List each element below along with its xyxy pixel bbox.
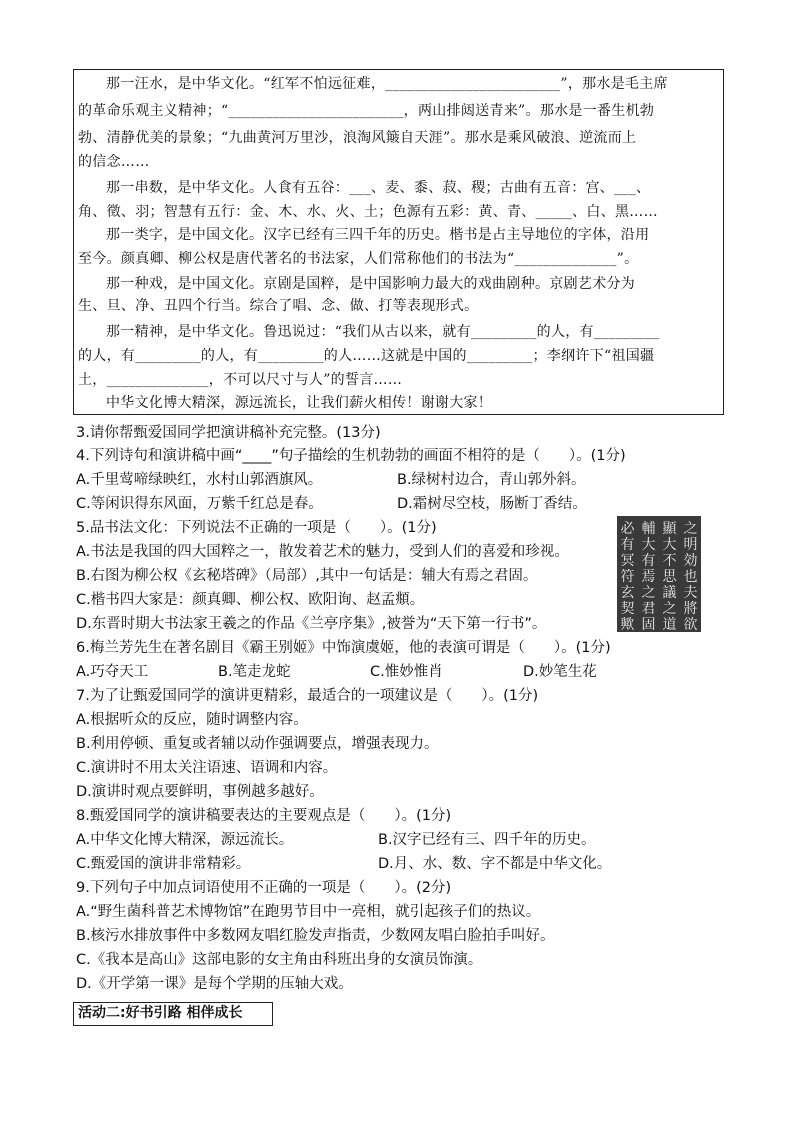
calligraphy-character: 有 [620, 536, 635, 553]
option-4d: D.霜树尽空枝，肠断丁香结。 [397, 496, 587, 512]
speech-line: 那一种戏，是中国文化。京剧是国粹，是中国影响力最大的戏曲剧种。京剧艺术分为 [106, 276, 636, 292]
question-6: 6.梅兰芳先生在著名剧目《霸王别姬》中饰演虞姬，他的表演可谓是（ ）。(1分) [76, 640, 611, 656]
speech-line: 的人，有_________的人，有_________的人……这就是中国的_________；李纲许下“祖国疆 [78, 348, 655, 364]
question-5: 5.品书法文化：下列说法不正确的一项是（ ）。(1分) [76, 520, 437, 536]
speech-line: 勃、清静优美的景象；“九曲黄河万里沙，浪淘风簸自天涯”。那水是乘风破浪、逆流而上 [78, 130, 637, 146]
calligraphy-character: 君 [641, 600, 656, 617]
option-8d: D.月、水、数、字不都是中华文化。 [378, 856, 612, 872]
option-4c: C.等闲识得东风面，万紫千红总是春。 [76, 496, 323, 512]
option-4b: B.绿树村边合，青山郭外斜。 [397, 472, 586, 488]
calligraphy-character: 顯 [662, 520, 677, 537]
calligraphy-character: 歟 [620, 616, 635, 632]
calligraphy-svg [617, 516, 701, 632]
option-8a: A.中华文化博大精深，源远流长。 [76, 832, 294, 848]
calligraphy-character: 之 [683, 520, 698, 537]
calligraphy-character: 有 [641, 552, 656, 569]
question-7: 7.为了让甄爱国同学的演讲更精彩，最适合的一项建议是（ ）。(1分) [76, 688, 539, 704]
option-7c: C.演讲时不用太关注语速、语调和内容。 [76, 760, 338, 776]
calligraphy-character: 効 [683, 552, 698, 569]
activity-two-heading: 活动二:好书引路 相伴成长 [73, 1002, 273, 1026]
option-7a: A.根据听众的反应，随时调整内容。 [76, 712, 308, 728]
calligraphy-character: 玄 [620, 584, 635, 601]
speech-line: 土，______________，不可以尺寸与人”的誓言…… [78, 372, 403, 388]
calligraphy-character: 也 [683, 568, 698, 585]
question-8: 8.甄爱国同学的演讲稿要表达的主要观点是（ ）。(1分) [76, 808, 452, 824]
option-6c: C.惟妙惟肖 [370, 664, 443, 680]
calligraphy-image [617, 516, 701, 632]
calligraphy-character: 輔 [641, 520, 656, 537]
calligraphy-character: 符 [620, 568, 635, 585]
calligraphy-character: 必 [620, 520, 635, 537]
option-5c: C.楷书四大家是：颜真卿、柳公权、欧阳询、赵孟頫。 [76, 592, 425, 608]
question-9: 9.下列句子中加点词语使用不正确的一项是（ ）。(2分) [76, 880, 452, 896]
speech-line: 那一类字，是中国文化。汉字已经有三四千年的历史。楷书是占主导地位的字体，沿用 [106, 227, 650, 243]
calligraphy-character: 之 [641, 584, 656, 601]
calligraphy-character: 夫 [683, 584, 698, 601]
option-4a: A.千里莺啼绿映红，水村山郭酒旗风。 [76, 472, 323, 488]
calligraphy-character: 焉 [641, 568, 656, 585]
calligraphy-character: 大 [662, 536, 677, 553]
speech-line: 至今。颜真卿、柳公权是唐代著名的书法家，人们常称他们的书法为“______________”。 [78, 251, 639, 267]
option-8c: C.甄爱国的演讲非常精彩。 [76, 856, 251, 872]
calligraphy-character: 道 [662, 616, 677, 632]
option-5d: D.东晋时期大书法家王羲之的作品《兰亭序集》,被誉为“天下第一行书”。 [76, 616, 547, 632]
question-4: 4.下列诗句和演讲稿中画“____”句子描绘的生机勃勃的画面不相符的是（ ）。(1分) [76, 448, 626, 464]
speech-line: 的革命乐观主义精神；“________________________，两山排闼送青来”。那水是一番生机勃 [78, 103, 655, 119]
speech-closing-line: 中华文化博大精深，源远流长，让我们薪火相传！谢谢大家！ [106, 395, 493, 411]
option-7b: B.利用停顿、重复或者辅以动作强调要点，增强表现力。 [76, 736, 439, 752]
option-6b: B.笔走龙蛇 [218, 664, 291, 680]
option-5a: A.书法是我国的四大国粹之一，散发着艺术的魅力，受到人们的喜爱和珍视。 [76, 544, 569, 560]
option-7d: D.演讲时观点要鲜明，事例越多越好。 [76, 784, 324, 800]
option-9a: A.“野生菌科普艺术博物馆”在跑男节目中一亮相，就引起孩子们的热议。 [76, 904, 541, 920]
calligraphy-character: 不 [662, 552, 677, 569]
calligraphy-character: 之 [662, 600, 677, 617]
speech-line: 的信念…… [78, 154, 150, 170]
calligraphy-character: 大 [641, 536, 656, 553]
calligraphy-character: 固 [641, 616, 656, 632]
option-8b: B.汉字已经有三、四千年的历史。 [378, 832, 596, 848]
question-3: 3.请你帮甄爱国同学把演讲稿补充完整。(13分) [76, 425, 381, 441]
calligraphy-character: 將 [683, 600, 698, 617]
option-6a: A.巧夺天工 [76, 664, 149, 680]
calligraphy-character: 契 [620, 600, 635, 617]
option-9c: C.《我本是高山》这部电影的女主角由科班出身的女演员饰演。 [76, 952, 483, 968]
option-5b: B.右图为柳公权《玄秘塔碑》（局部）,其中一句话是：辅大有焉之君固。 [76, 568, 538, 584]
calligraphy-character: 明 [683, 536, 698, 553]
calligraphy-character: 冥 [620, 552, 635, 569]
option-9d: D.《开学第一课》是每个学期的压轴大戏。 [76, 976, 353, 992]
option-6d: D.妙笔生花 [523, 664, 597, 680]
speech-line: 那一汪水，是中华文化。“红军不怕远征难，________________________”，那水是毛主席 [106, 76, 668, 92]
speech-line: 那一串数，是中华文化。人食有五谷：___、麦、黍、菽、稷；古曲有五音：宫、___、 [106, 180, 651, 196]
calligraphy-character: 思 [662, 568, 677, 585]
calligraphy-character: 欲 [683, 616, 698, 632]
speech-line: 角、徵、羽；智慧有五行：金、木、水、火、土；色源有五彩：黄、青、_____、白、黑…… [78, 204, 658, 220]
option-9b: B.核污水排放事件中多数网友唱红脸发声指责，少数网友唱白脸拍手叫好。 [76, 928, 555, 944]
calligraphy-character: 議 [662, 584, 677, 601]
speech-line: 那一精神，是中华文化。鲁迅说过：“我们从古以来，就有_________的人，有_________ [106, 324, 660, 340]
speech-line: 生、旦、净、丑四个行当。综合了唱、念、做、打等表现形式。 [78, 298, 479, 314]
